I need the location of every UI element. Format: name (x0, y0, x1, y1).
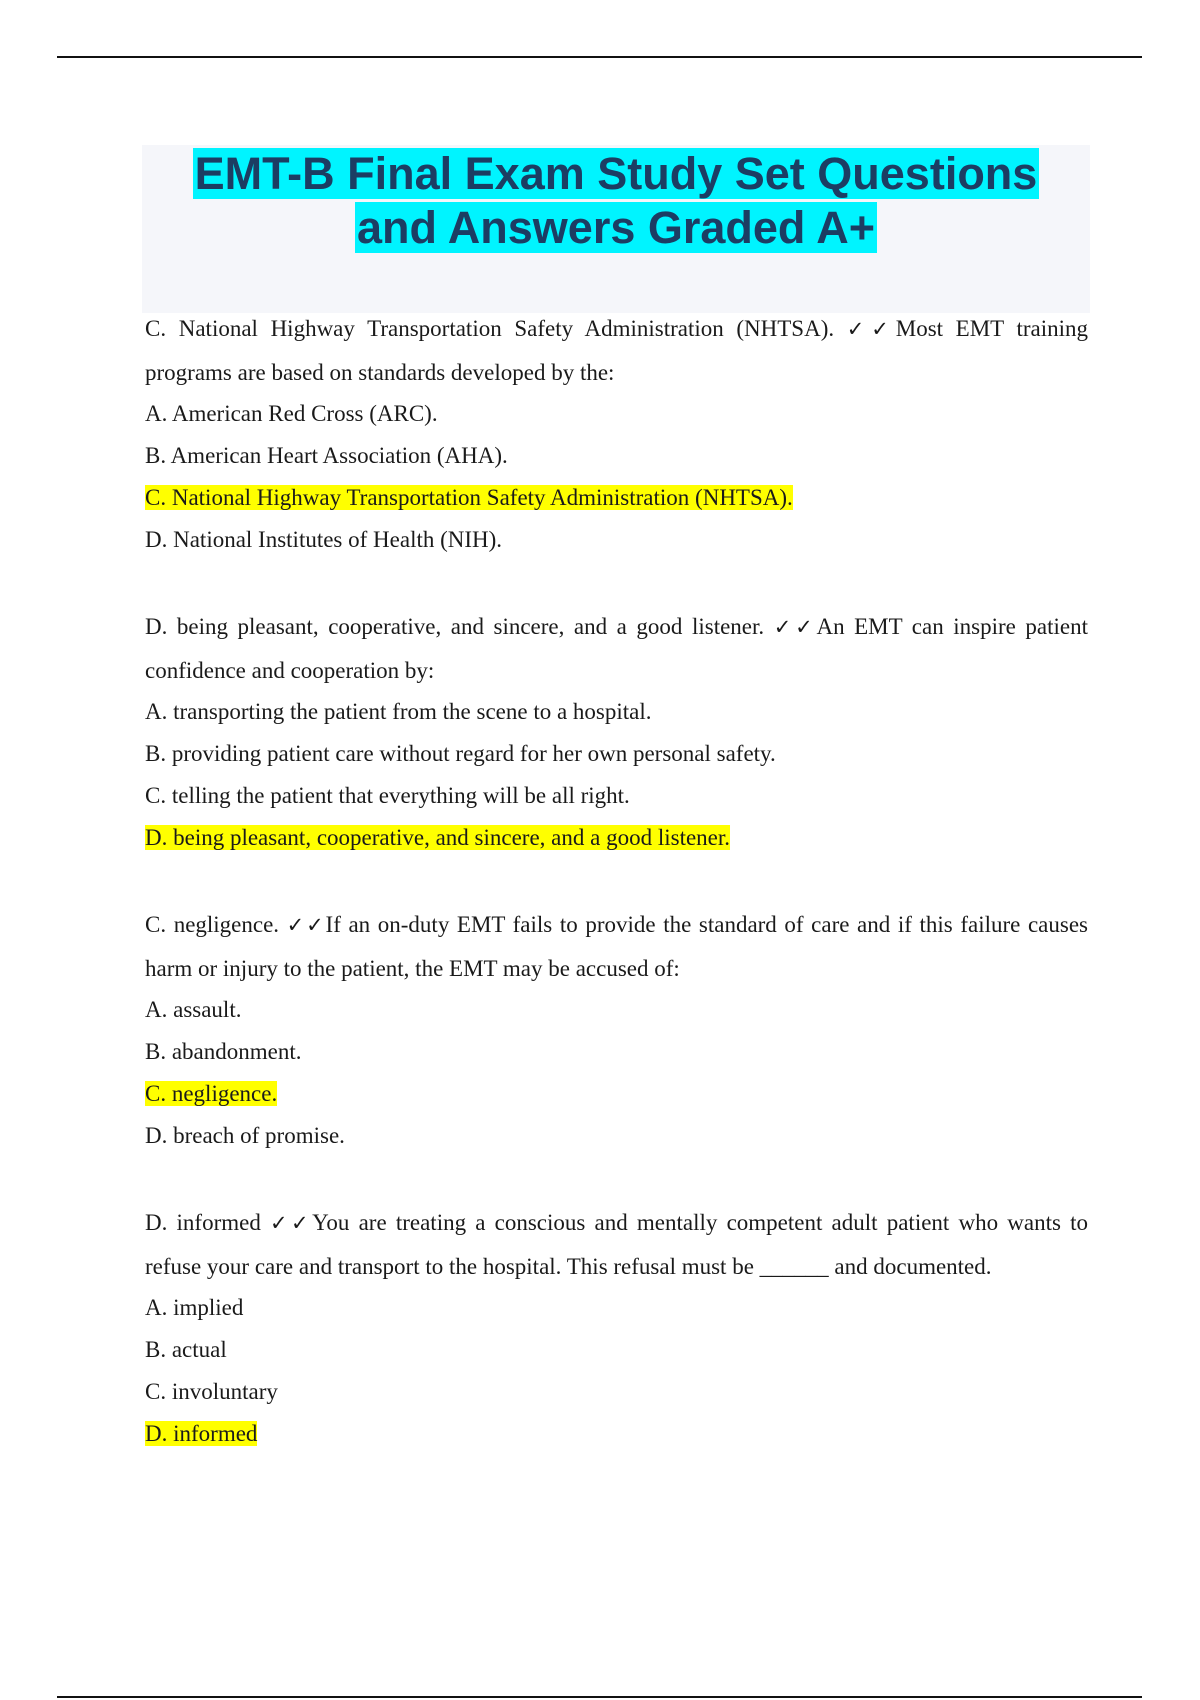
option-b: B. providing patient care without regard for her own personal safety. (145, 741, 776, 766)
option-c: C. involuntary (145, 1379, 278, 1404)
option-a: A. implied (145, 1295, 244, 1320)
question-prompt (145, 307, 1088, 395)
option-b: B. American Heart Association (AHA). (145, 443, 508, 468)
option-c-correct (145, 1073, 1088, 1115)
question-text: Most EMT training programs are based on standards developed by the: (145, 316, 1088, 385)
question-list (145, 307, 1088, 1455)
double-check-icon: ✓✓ (286, 913, 326, 937)
option-d: D. National Institutes of Health (NIH). (145, 527, 503, 552)
title-block (142, 145, 1090, 313)
correct-answer-highlight: C. negligence. (145, 1081, 278, 1106)
option-a: A. transporting the patient from the scene to a hospital. (145, 699, 652, 724)
correct-answer-highlight: D. being pleasant, cooperative, and sincere, and a good listener. (145, 825, 731, 850)
document-title (142, 145, 1090, 255)
option-c-correct (145, 477, 1088, 519)
answer-text: C. negligence. (145, 912, 287, 937)
question-item (145, 307, 1088, 561)
question-text: If an on-duty EMT fails to provide the standard of care and if this failure causes harm or injury to the patient, the EMT may be accused of: (145, 912, 1088, 981)
option-a: A. American Red Cross (ARC). (145, 401, 438, 426)
double-check-icon: ✓✓ (773, 615, 817, 639)
question-item (145, 1201, 1088, 1455)
double-check-icon: ✓✓ (270, 1211, 313, 1235)
question-prompt (145, 1201, 1088, 1289)
title-line-1: EMT-B Final Exam Study Set Questions (194, 148, 1038, 199)
question-text: You are treating a conscious and mentally competent adult patient who wants to refuse your care and transport to the hospital. This refusal must be ______ and documented. (145, 1210, 1089, 1279)
option-b: B. abandonment. (145, 1039, 302, 1064)
footer-rule (57, 1696, 1142, 1698)
option-b: B. actual (145, 1337, 227, 1362)
answer-text: C. National Highway Transportation Safety Administration (NHTSA). (145, 316, 847, 341)
header-rule (57, 56, 1142, 58)
question-item (145, 903, 1088, 1157)
question-prompt (145, 903, 1088, 991)
correct-answer-highlight: D. informed (145, 1421, 258, 1446)
option-d: D. breach of promise. (145, 1123, 345, 1148)
question-prompt (145, 605, 1088, 693)
question-item (145, 605, 1088, 859)
answer-text: D. being pleasant, cooperative, and sincere, and a good listener. (145, 614, 774, 639)
answer-text: D. informed (145, 1210, 271, 1235)
correct-answer-highlight: C. National Highway Transportation Safety Administration (NHTSA). (145, 485, 793, 510)
option-d-correct (145, 817, 1088, 859)
title-line-2: and Answers Graded A+ (356, 202, 876, 253)
question-text: An EMT can inspire patient confidence and cooperation by: (145, 614, 1088, 683)
option-c: C. telling the patient that everything will be all right. (145, 783, 630, 808)
option-d-correct (145, 1413, 1088, 1455)
option-a: A. assault. (145, 997, 242, 1022)
double-check-icon: ✓✓ (846, 317, 896, 341)
